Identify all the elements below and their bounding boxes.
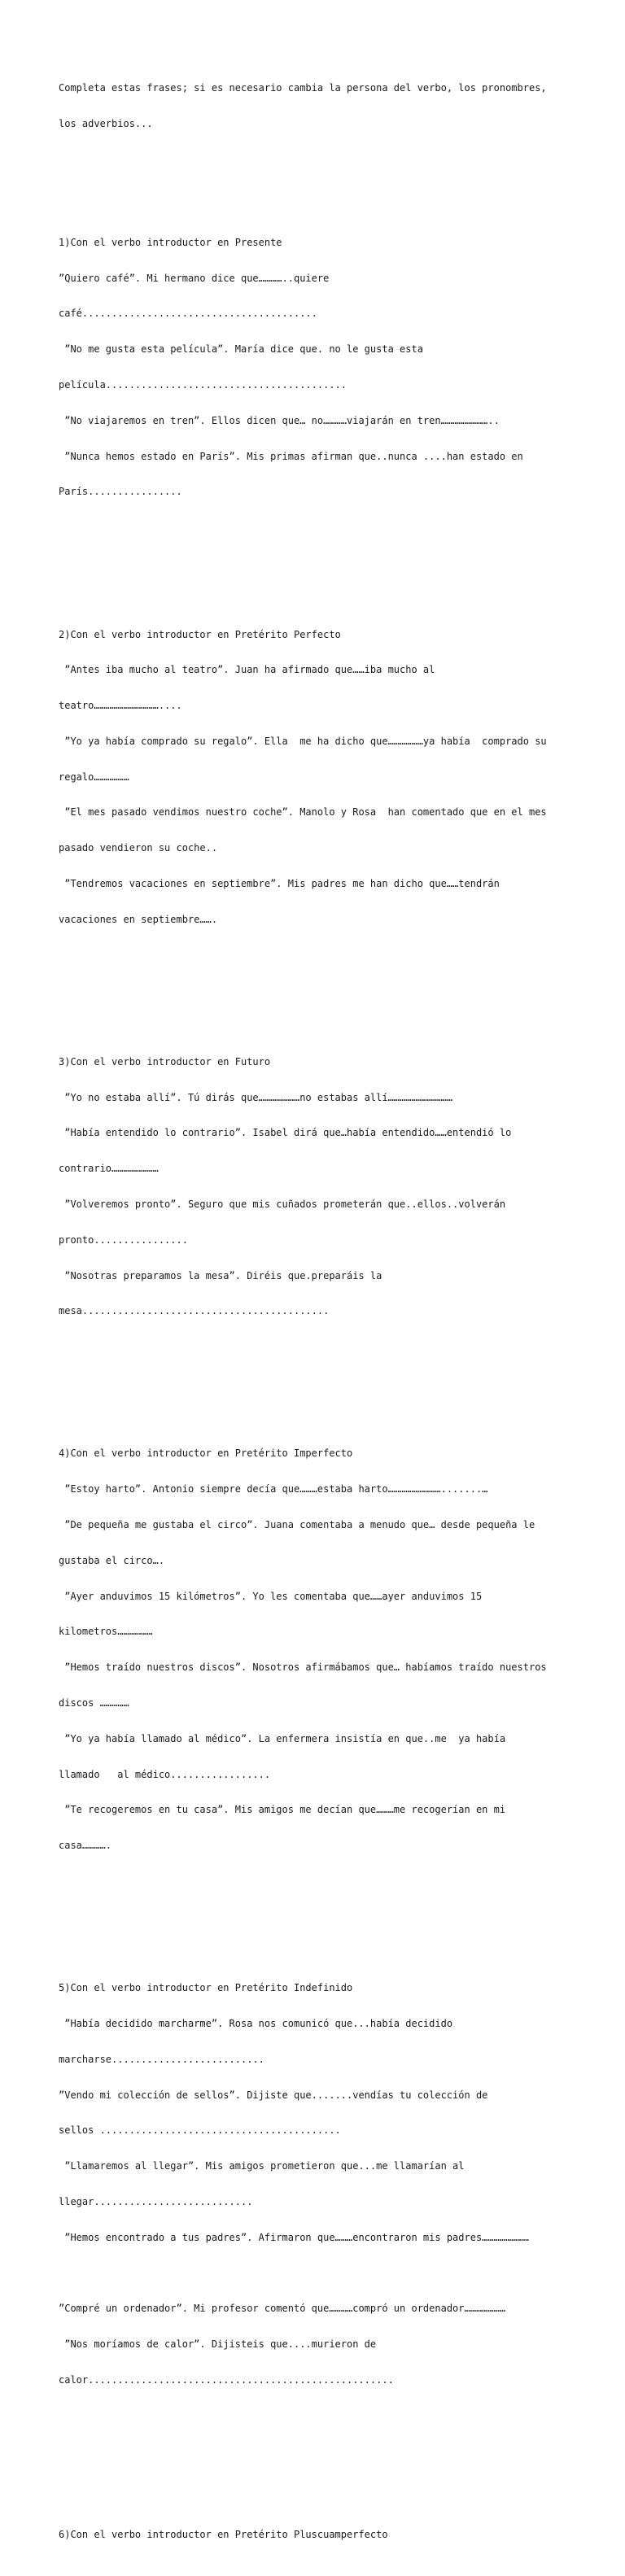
exercise-line: ”Yo ya había llamado al médico”. La enfermera insistía en que..me ya había: [59, 1732, 506, 1744]
instructions-line-2: los adverbios...: [59, 117, 153, 129]
instructions-line-1: Completa estas frases; si es necesario cambia la persona del verbo, los pronombres,: [59, 82, 547, 94]
section-preterito-perfecto: [59, 605, 579, 949]
exercise-line: ”Nosotras preparamos la mesa”. Diréis que.preparáis la: [59, 1269, 382, 1281]
exercise-line: ”El mes pasado vendimos nuestro coche”. Manolo y Rosa han comentado que en el mes: [59, 806, 547, 819]
section-heading: 1)Con el verbo introductor en Presente: [59, 236, 282, 248]
exercise-line: marcharse..........................: [59, 2053, 264, 2065]
exercise-line: sellos .........................................: [59, 2124, 341, 2137]
exercise-line: ”Estoy harto”. Antonio siempre decía que………estaba harto……………………….......…: [59, 1483, 488, 1495]
section-heading: 5)Con el verbo introductor en Pretérito Indefinido: [59, 1982, 353, 1994]
exercise-line: calor....................................................: [59, 2373, 394, 2386]
exercise-line: ”Vendo mi colección de sellos”. Dijiste que.......vendías tu colección de: [59, 2089, 488, 2101]
exercise-line: ”Antes iba mucho al teatro”. Juan ha afirmado que……iba mucho al: [59, 664, 435, 676]
exercise-line: ”Tendremos vacaciones en septiembre”. Mis padres me han dicho que……tendrán: [59, 877, 500, 889]
exercise-line: ”Había decidido marcharme”. Rosa nos comunicó que...había decidido: [59, 2017, 453, 2029]
exercise-line: ”No me gusta esta película”. María dice que. no le gusta esta: [59, 343, 423, 356]
section-futuro: [59, 1033, 579, 1341]
document-page: [59, 59, 579, 2576]
exercise-line: ”Nunca hemos estado en París”. Mis primas afirman que..nunca ....han estado en: [59, 450, 523, 462]
section-preterito-imperfecto: [59, 1424, 579, 1875]
exercise-line: teatro……………………………....: [59, 700, 182, 712]
exercise-line: ”Hemos encontrado a tus padres”. Afirmaron que………encontraron mis padres……………………: [59, 2231, 529, 2243]
exercise-line: [59, 2267, 579, 2279]
exercise-line: ”Había entendido lo contrario”. Isabel dirá que…había entendido……entendió lo: [59, 1127, 512, 1139]
spacer: [59, 545, 579, 557]
section-heading: 3)Con el verbo introductor en Futuro: [59, 1055, 271, 1068]
exercise-line: ”Te recogeremos en tu casa”. Mis amigos me decían que………me recogerían en mi: [59, 1804, 506, 1816]
exercise-line: ”No viajaremos en tren”. Ellos dicen que… no…………viajarán en tren……………………..: [59, 414, 500, 426]
exercise-line: ”Hemos traído nuestros discos”. Nosotros afirmábamos que… habíamos traído nuestros: [59, 1661, 547, 1674]
section-preterito-pluscuamperfecto: [59, 2504, 579, 2564]
exercise-line: pasado vendieron su coche..: [59, 842, 218, 854]
exercise-line: ”Quiero café”. Mi hermano dice que…………..quiere: [59, 272, 330, 284]
exercise-line: ”De pequeña me gustaba el circo”. Juana comentaba a menudo que… desde pequeña le: [59, 1519, 535, 1531]
exercise-line: película.........................................: [59, 379, 347, 391]
section-heading: 6)Con el verbo introductor en Pretérito Pluscuamperfecto: [59, 2528, 388, 2540]
exercise-line: discos ……………: [59, 1696, 129, 1709]
spacer: [59, 154, 579, 166]
spacer: [59, 973, 579, 985]
exercise-line: ”Volveremos pronto”. Seguro que mis cuñados prometerán que..ellos..volverán: [59, 1198, 506, 1210]
exercise-line: París................: [59, 486, 182, 498]
exercise-line: kilometros………………: [59, 1626, 153, 1638]
exercise-line: contrario……………………: [59, 1163, 159, 1175]
exercise-line: ”Compré un ordenador”. Mi profesor comentó que…………compró un ordenador…………………: [59, 2303, 506, 2315]
section-presente: [59, 213, 579, 522]
section-heading: 4)Con el verbo introductor en Pretérito Imperfecto: [59, 1447, 353, 1460]
exercise-line: gustaba el circo….: [59, 1554, 165, 1566]
exercise-line: casa………….: [59, 1840, 112, 1852]
exercise-line: ”Yo no estaba allí”. Tú dirás que…………………no estabas allí……………………………: [59, 1091, 453, 1103]
exercise-line: café........................................: [59, 308, 317, 320]
exercise-line: ”Ayer anduvimos 15 kilómetros”. Yo les comentaba que……ayer anduvimos 15: [59, 1590, 483, 1602]
spacer: [59, 1364, 579, 1377]
exercise-line: mesa..........................................: [59, 1305, 330, 1317]
section-heading: 2)Con el verbo introductor en Pretérito Perfecto: [59, 628, 341, 640]
exercise-line: vacaciones en septiembre…….: [59, 913, 218, 925]
exercise-line: pronto................: [59, 1233, 188, 1246]
section-preterito-indefinido: [59, 1958, 579, 2410]
exercise-line: ”Llamaremos al llegar”. Mis amigos prometieron que...me llamarían al: [59, 2160, 465, 2172]
exercise-line: llamado al médico.................: [59, 1768, 271, 1780]
exercise-line: ”Nos moríamos de calor”. Dijisteis que....murieron de: [59, 2338, 377, 2350]
exercise-line: regalo………………: [59, 771, 129, 783]
spacer: [59, 2434, 579, 2457]
spacer: [59, 1899, 579, 1911]
exercise-line: llegar...........................: [59, 2195, 253, 2207]
exercise-line: ”Yo ya había comprado su regalo”. Ella me ha dicho que………………ya había comprado su: [59, 735, 547, 747]
